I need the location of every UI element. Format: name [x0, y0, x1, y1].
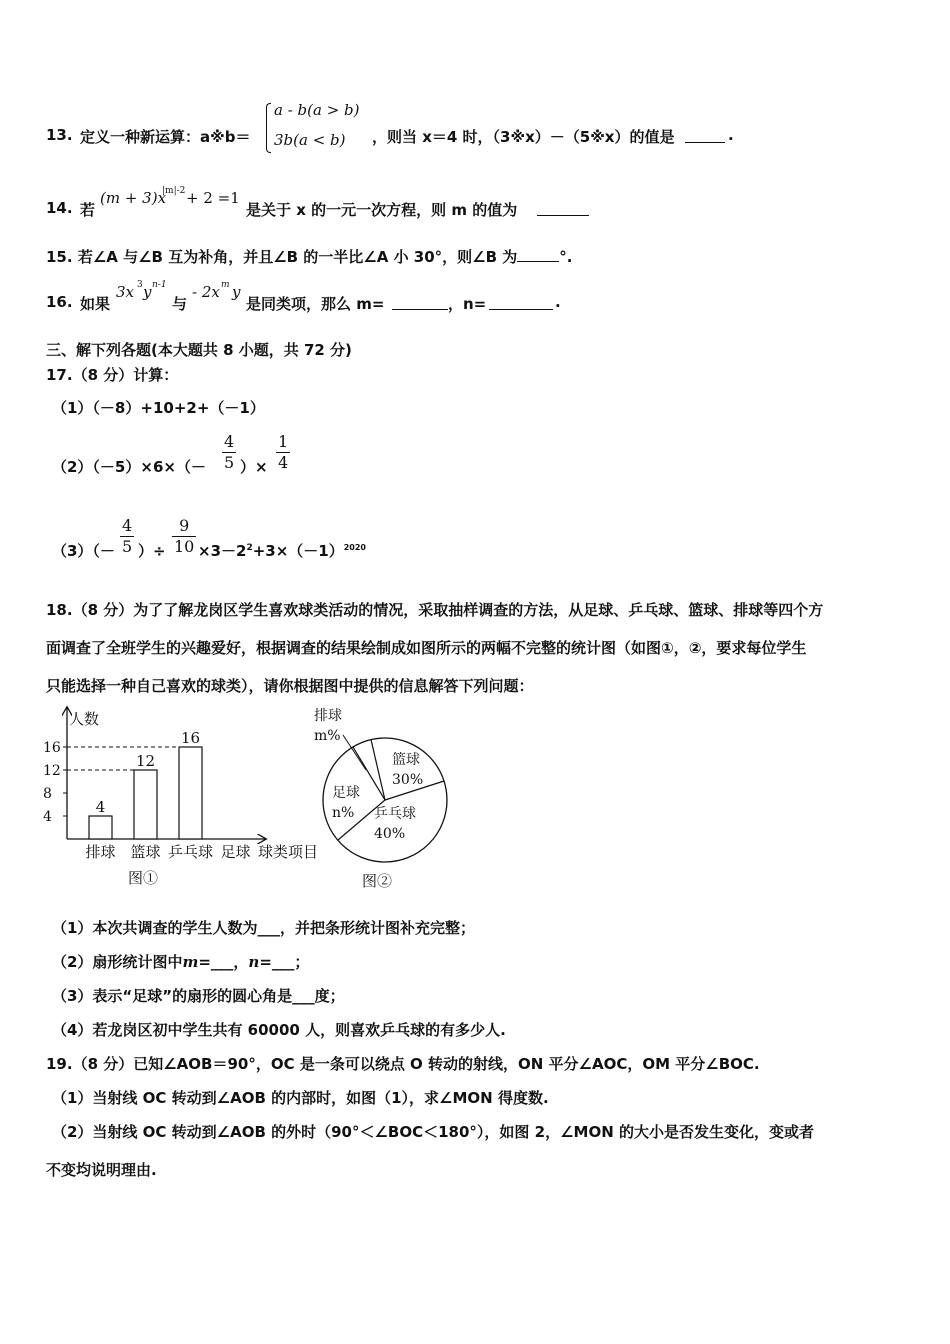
q16-term1: 3x: [116, 283, 135, 301]
q18-line1: 18.（8 分）为了了解龙岗区学生喜欢球类活动的情况，采取抽样调查的方法，从足球、乒乓球、篮球、排球等四个方: [46, 601, 824, 619]
y-tick-label: 4: [43, 809, 52, 825]
y-axis-label: 人数: [69, 710, 100, 728]
q17-p2-fraction1: $\frac{4}{5}$: [224, 432, 235, 472]
q14-eq-left: (m + 3)x: [100, 189, 167, 207]
pie-label-volleyball: 排球: [314, 708, 342, 724]
q18-sub2: （2）扇形统计图中m=___，n=___；: [52, 953, 310, 971]
section-3-title: 三、解下列各题(本大题共 8 小题，共 72 分): [46, 341, 352, 359]
q16-number: 16.: [46, 293, 73, 311]
q14-suffix: 是关于 x 的一元一次方程，则 m 的值为: [246, 201, 518, 219]
q16-prefix: 如果: [80, 295, 111, 313]
bar-chart-caption: 图①: [128, 869, 159, 887]
q13-case2: 3b(a < b): [274, 131, 346, 149]
x-category-label: 乒乓球: [167, 843, 214, 861]
q13-prefix: 定义一种新运算：a※b＝: [80, 128, 251, 146]
q19-sub3: 不变均说明理由.: [46, 1161, 157, 1179]
bar-value-label: 16: [180, 729, 201, 747]
bar: [179, 747, 202, 839]
pie-pct-pingpong: 40%: [374, 826, 406, 842]
pie-pct-basketball: 30%: [392, 772, 424, 788]
q15-text: 若∠A 与∠B 互为补角，并且∠B 的一半比∠A 小 30°，则∠B 为: [77, 248, 518, 266]
q13-brace: [266, 103, 271, 153]
q16-suffix: 是同类项，那么 m=: [246, 295, 385, 313]
q18-line3: 只能选择一种自己喜欢的球类），请你根据图中提供的信息解答下列问题：: [46, 677, 534, 695]
q13-suffix: ，则当 x＝4 时，（3※x）－（5※x）的值是: [372, 128, 675, 146]
pie-pct-volleyball: m%: [314, 728, 341, 744]
q16-term2-exp: m: [221, 280, 230, 290]
q18-sub3: （3）表示“足球”的扇形的圆心角是___度；: [52, 987, 345, 1005]
x-category-label: 排球: [85, 843, 116, 861]
q16-term2: - 2x: [192, 283, 220, 301]
q17-p3-fraction2: $\frac{9}{10}$: [174, 516, 195, 556]
q17-p3-fraction1: $\frac{4}{5}$: [122, 516, 133, 556]
pie-label-basketball: 篮球: [392, 752, 420, 768]
bar-value-label: 12: [135, 752, 156, 770]
pie-divider-2: [371, 740, 385, 800]
q14-prefix: 若: [80, 201, 96, 219]
q19-sub2: （2）当射线 OC 转动到∠AOB 的外时（90°＜∠BOC＜180°），如图 2，∠MON 的大小是否发生变化，变或者: [52, 1123, 814, 1141]
q19-line1: 19.（8 分）已知∠AOB＝90°，OC 是一条可以绕点 O 转动的射线，ON 平分∠AOC，OM 平分∠BOC.: [46, 1055, 760, 1073]
q17-p2-a: （2）（－5）×6×（－: [52, 458, 206, 476]
pie-pct-football: n%: [332, 805, 355, 821]
x-category-label: 篮球: [130, 843, 161, 861]
q17-part1: （1）（－8）+10+2+（－1）: [52, 399, 265, 417]
pie-chart-caption: 图②: [362, 872, 393, 890]
bar: [134, 770, 157, 839]
q17-p3-a: （3）（－: [52, 542, 115, 560]
q13-end: .: [728, 126, 734, 144]
y-tick-label: 12: [43, 763, 61, 779]
q13-case1: a - b(a > b): [274, 101, 360, 119]
q16-term1-y: y: [143, 283, 152, 301]
q16-end: .: [555, 293, 561, 311]
y-tick-label: 16: [43, 740, 61, 756]
q15-end: °.: [559, 248, 573, 266]
q18-sub1: （1）本次共调查的学生人数为___，并把条形统计图补充完整；: [52, 919, 475, 937]
q18-sub4: （4）若龙岗区初中学生共有 60000 人，则喜欢乒乓球的有多少人.: [52, 1021, 506, 1039]
q15-answer-blank: [517, 247, 559, 262]
q17-heading: 17.（8 分）计算：: [46, 366, 179, 384]
q14-eq-exp: |m|-2: [162, 186, 186, 196]
pie-leader-line: [343, 735, 366, 770]
question-15: [46, 246, 572, 267]
q17-p3-c: $\times 3-2^2+3\times(-1)^{2020}$: [198, 542, 366, 560]
q13-answer-blank: [685, 142, 725, 143]
x-axis-label: 球类项目: [258, 843, 319, 861]
q16-term1-exp2: n-1: [152, 280, 167, 290]
bar-chart: [40, 700, 340, 895]
x-category-label: 足球: [220, 843, 251, 861]
pie-chart: [300, 700, 470, 895]
y-tick-label: 8: [43, 786, 52, 802]
q16-n-blank: [489, 309, 553, 310]
q17-p2-fraction2: $\frac{1}{4}$: [278, 432, 289, 472]
q17-p2-b: ）×: [240, 458, 268, 476]
pie-label-pingpong: 乒乓球: [374, 806, 416, 822]
bar-value-label: 4: [95, 798, 106, 816]
q14-number: 14.: [46, 199, 73, 217]
q16-m-blank: [392, 309, 448, 310]
q14-eq-right: + 2 =1: [186, 189, 240, 207]
q19-sub1: （1）当射线 OC 转动到∠AOB 的内部时，如图（1），求∠MON 得度数.: [52, 1089, 549, 1107]
q13-number: 13.: [46, 126, 73, 144]
q17-p3-b: ）÷: [138, 542, 166, 560]
q16-term1-exp1: 3: [137, 280, 143, 290]
q16-term2-y: y: [232, 283, 241, 301]
q16-mid: 与: [172, 295, 188, 313]
q15-number: 15.: [46, 248, 73, 266]
pie-label-football: 足球: [332, 785, 360, 801]
q14-answer-blank: [537, 215, 589, 216]
q18-line2: 面调查了全班学生的兴趣爱好，根据调查的结果绘制成如图所示的两幅不完整的统计图（如图①，②，要求每位学生: [46, 639, 807, 657]
bar: [89, 816, 112, 839]
q16-n-label: ，n=: [448, 295, 487, 313]
